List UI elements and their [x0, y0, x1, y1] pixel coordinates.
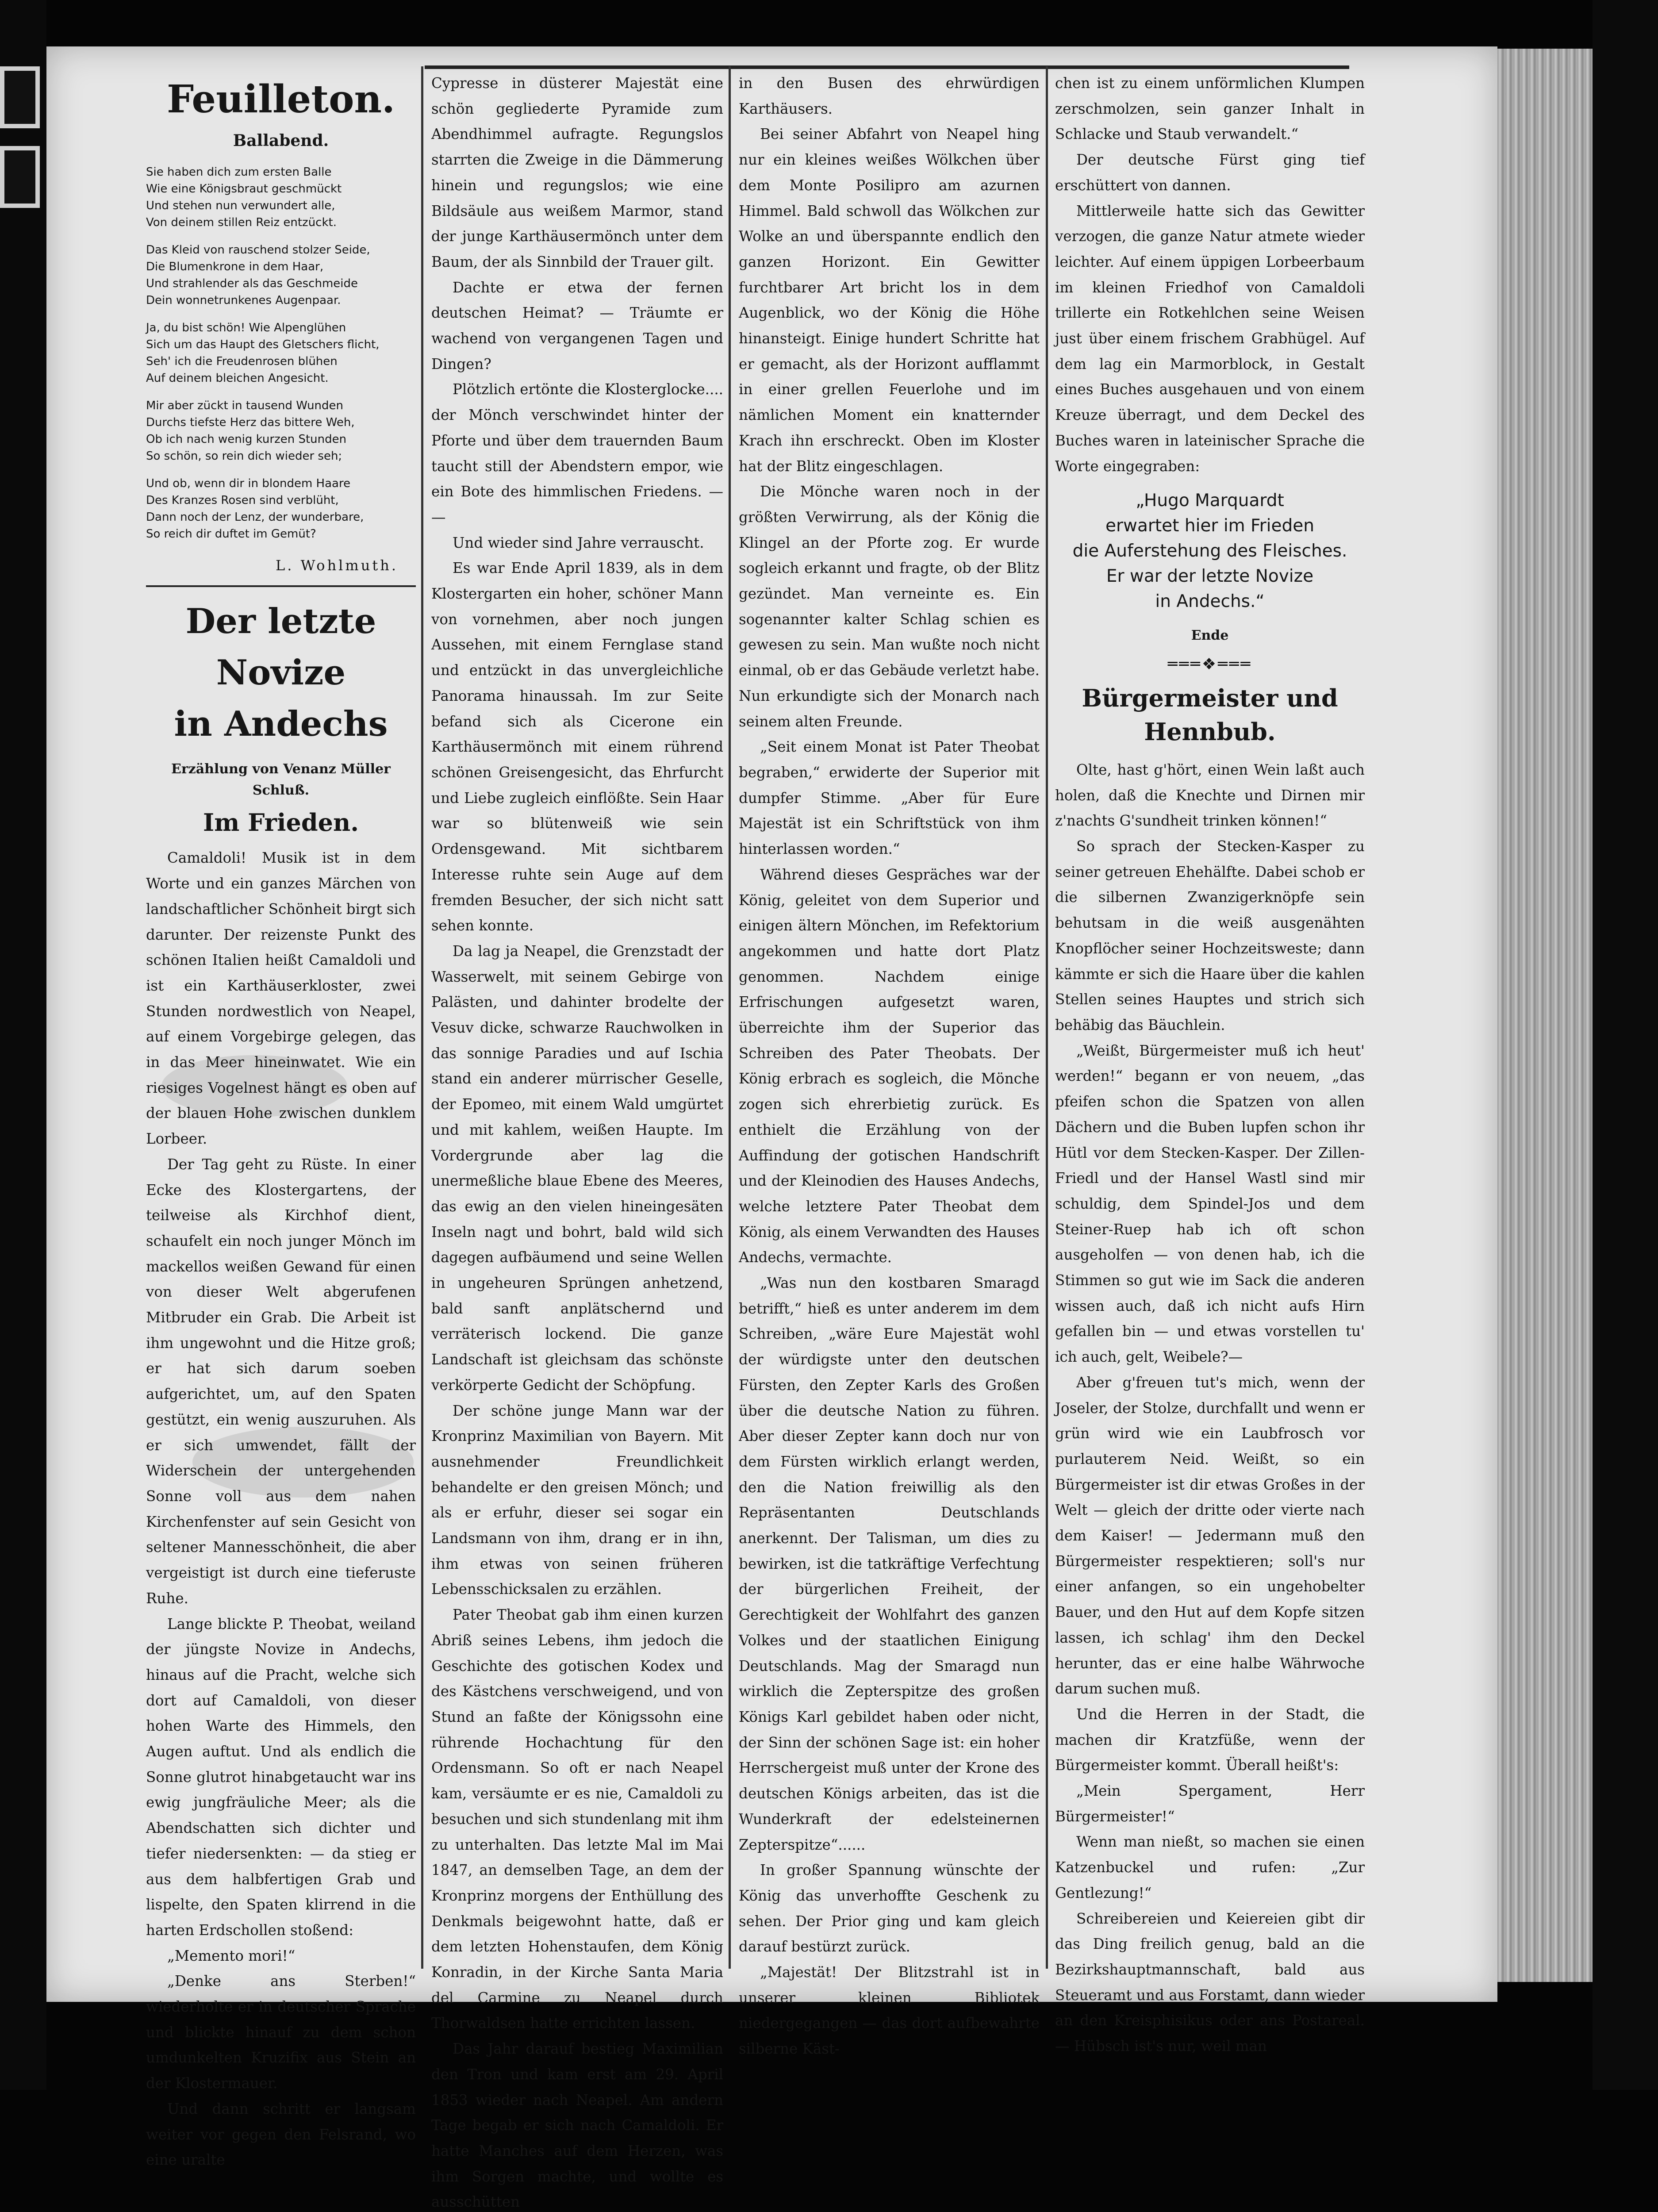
- poem-stanza: [146, 164, 416, 231]
- paragraph: in den Busen des ehrwürdigen Karthäusers.: [739, 75, 1040, 117]
- poem-line: Dann noch der Lenz, der wunderbare,: [146, 510, 364, 524]
- poem-line: Ob ich nach wenig kurzen Stunden: [146, 432, 347, 446]
- poem-title: Ballabend.: [233, 131, 329, 150]
- inscription: [1055, 488, 1365, 614]
- poem-line: Mir aber zückt in tausend Wunden: [146, 399, 344, 412]
- story-title-line: in Andechs: [174, 704, 388, 745]
- poem-line: Ja, du bist schön! Wie Alpenglühen: [146, 321, 346, 334]
- poem-stanza: [146, 242, 416, 309]
- paragraph: So sprach der Stecken-Kasper zu seiner getreuen Ehehälfte. Dabei schob er die silbernen Zwanzigerknöpfe sein behutsam in die weiß ausgenähten Knopflöcher seiner Hochzeitsweste; dann kämmte er sich die Haare über die kahlen Stellen seines Hauptes und strich sich behäbig das Bäuchlein.: [1055, 838, 1365, 1033]
- paragraph: „Denke ans Sterben!“ wiederholte er in deutscher Sprache und blickte hinauf zu dem schon umdunkelten Kruzifix aus Stein an der Klostermauer.: [146, 1973, 416, 2092]
- column-2: [431, 71, 723, 2211]
- paragraph: Cypresse in düsterer Majestät eine schön gegliederte Pyramide zum Abendhimmel aufragte. Regungslos starrten die Zweige in die Dämmerung hinein und regungslos; wie eine Bildsäule aus weißem Marmor, stand der junge Karthäusermönch unter dem Baum, der als Sinnbild der Trauer gilt.: [431, 75, 723, 270]
- film-strip-right: [1593, 0, 1658, 2090]
- poem: [146, 164, 416, 542]
- paragraph: chen ist zu einem unförmlichen Klumpen zerschmolzen, sein ganzer Inhalt in Schlacke und Staub verwandelt.“: [1055, 75, 1365, 143]
- story-title: [1055, 681, 1365, 749]
- column-rule: [1046, 66, 1048, 1969]
- paragraph: Wenn man nießt, so machen sie einen Katzenbuckel und rufen: „Zur Gentlezung!“: [1055, 1833, 1365, 1901]
- poem-line: Durchs tiefste Herz das bittere Weh,: [146, 415, 355, 429]
- poem-line: Sie haben dich zum ersten Balle: [146, 165, 332, 179]
- inscription-line: Er war der letzte Novize: [1106, 566, 1314, 587]
- film-strip-left: [0, 0, 46, 2090]
- film-sprocket: [0, 146, 40, 208]
- story-end-label: Ende: [1191, 628, 1229, 644]
- page-edge-stack: [1497, 49, 1593, 1982]
- paragraph: „Mein Spergament, Herr Bürgermeister!“: [1055, 1782, 1365, 1825]
- paragraph: Das Jahr darauf bestieg Maximilian den Tron und kam erst am 29. April 1853 wieder nach Neapel. Am andern Tage begab er sich nach Camaldoli. Er hatte Manches auf dem Herzen, was ihm Sorgen machte, und wollte es ausschütten: [431, 2040, 723, 2211]
- paragraph: Es war Ende April 1839, als in dem Klostergarten ein hoher, schöner Mann von vornehmen, aber noch jungen Aussehen, mit einem Fernglase stand und entzückt in das unvergleichliche Panorama hinaussah. Im zur Seite befand sich als Cicerone ein Karthäusermönch mit einem rührend schönen Greisengesicht, das Ehrfurcht und Liebe zugleich einflößte. Sein Haar war so blütenweiß wie sein Ordensgewand. Mit sichtbarem Interesse ruhte sein Auge auf dem fremden Besucher, der sich nicht satt sehen konnte.: [431, 560, 723, 934]
- paragraph: Die Mönche waren noch in der größten Verwirrung, als der König die Klingel an der Pforte zog. Er wurde sogleich erkannt und fragte, ob der Blitz gezündet. Man verneinte es. Ein sogenannter kalter Schlag schien es gewesen zu sein. Man wußte noch nicht einmal, ob er das Gebäude verletzt habe. Nun erkundigte sich der Monarch nach seinem alten Freunde.: [739, 483, 1040, 730]
- paragraph: Pater Theobat gab ihm einen kurzen Abriß seines Lebens, ihm jedoch die Geschichte des gotischen Kodex und des Kästchens verschweigend, und von Stund an faßte der Königssohn eine rührende Hochachtung für den Ordensmann. So oft er nach Neapel kam, versäumte er es nie, Camaldoli zu besuchen und sich stundenlang mit ihm zu unterhalten. Das letzte Mal im Mai 1847, an demselben Tage, an dem der Kronprinz morgens der Enthüllung des Denkmals beigewohnt hatte, daß er dem letzten Hohenstaufen, dem König Konradin, in der Kirche Santa Maria del Carmine zu Neapel durch Thorwaldsen hatte errichten lassen.: [431, 1606, 723, 2032]
- paragraph: Und die Herren in der Stadt, die machen dir Kratzfüße, wenn der Bürgermeister kommt. Überall heißt's:: [1055, 1705, 1365, 1774]
- poem-stanza: [146, 397, 416, 465]
- column-rule: [421, 66, 423, 1969]
- paragraph: In großer Spannung wünschte der König das unverhoffte Geschenk zu sehen. Der Prior ging und kam gleich darauf bestürzt zurück.: [739, 1862, 1040, 1955]
- story-title-line: Bürgermeister und: [1082, 684, 1338, 712]
- paragraph: Der Tag geht zu Rüste. In einer Ecke des Klostergartens, der teilweise als Kirchhof dient, schaufelt ein noch junger Mönch im mackellos weißen Gewand für einen von dieser Welt abgerufenen Mitbruder ein Grab. Die Arbeit ist ihm ungewohnt und die Hitze groß; er hat sich darum soeben aufgerichtet, um, auf den Spaten gestützt, ein wenig auszuruhen. Als er sich umwendet, fällt der Widerschein der untergehenden Sonne voll aus dem nahen Kirchenfenster auf sein Gesicht von seltener Mannesschönheit, die aber vergeistigt ist durch eine tieferuste Ruhe.: [146, 1156, 416, 1607]
- poem-line: Wie eine Königsbraut geschmückt: [146, 182, 342, 196]
- inscription-line: „Hugo Marquardt: [1136, 491, 1284, 511]
- inscription-line: die Auferstehung des Fleisches.: [1072, 541, 1347, 561]
- paragraph: Olte, hast g'hört, einen Wein laßt auch holen, daß die Knechte und Dirnen mir z'nachts G'sundheit trinken können!“: [1055, 761, 1365, 830]
- section-title: Im Frieden.: [203, 808, 359, 837]
- column-3: [739, 71, 1040, 2058]
- poem-line: Seh' ich die Freudenrosen blühen: [146, 354, 338, 368]
- column-1: [146, 71, 416, 2169]
- paragraph: Der schöne junge Mann war der Kronprinz Maximilian von Bayern. Mit ausnehmender Freundlichkeit behandelte er den greisen Mönch; und als er erfuhr, dieser sei sogar ein Landsmann von ihm, drang er in ihn, ihm etwas von seinen früheren Lebensschicksalen zu erzählen.: [431, 1402, 723, 1598]
- poem-stanza: [146, 475, 416, 542]
- paragraph: Lange blickte P. Theobat, weiland der jüngste Novize in Andechs, hinaus auf die Pracht, welche sich dort auf Camaldoli, von dieser hohen Warte des Himmels, den Augen auftut. Und als endlich die Sonne glutrot hinabgetaucht war ins ewig jungfräuliche Meer; als die Abendschatten sich dichter und tiefer niedersenkten: — da stieg er aus dem halbfertigen Grab und lispelte, den Spaten klirrend in die harten Erdschollen stoßend:: [146, 1615, 416, 1939]
- divider: [146, 585, 416, 587]
- story-byline: Erzählung von Venanz Müller: [171, 761, 391, 777]
- memento-line: „Memento mori!“: [167, 1947, 296, 1964]
- poem-line: Und ob, wenn dir in blondem Haare: [146, 476, 351, 490]
- poem-line: Dein wonnetrunkenes Augenpaar.: [146, 293, 341, 307]
- column-rule: [729, 66, 731, 1969]
- poem-line: Von deinem stillen Reiz entzückt.: [146, 215, 337, 229]
- poem-line: Das Kleid von rauschend stolzer Seide,: [146, 243, 370, 257]
- poem-line: Und stehen nun verwundert alle,: [146, 199, 335, 212]
- poem-line: So schön, so rein dich wieder seh;: [146, 449, 342, 463]
- poem-line: Die Blumenkrone in dem Haar,: [146, 260, 324, 273]
- paragraph: Dachte er etwa der fernen deutschen Heimat? — Träumte er wachend von vergangenen Tagen und Dingen?: [431, 279, 723, 373]
- poem-line: Des Kranzes Rosen sind verblüht,: [146, 493, 339, 507]
- inscription-line: in Andechs.“: [1155, 591, 1265, 612]
- inscription-line: erwartet hier im Frieden: [1105, 516, 1314, 536]
- paragraph: Der deutsche Fürst ging tief erschüttert von dannen.: [1055, 151, 1365, 194]
- poem-line: Und strahlender als das Geschmeide: [146, 276, 358, 290]
- paragraph: Und dann schritt er langsam weiter vor gegen den Felsrand, wo eine uralte: [146, 2100, 416, 2169]
- paragraph: Mittlerweile hatte sich das Gewitter verzogen, die ganze Natur atmete wieder leichter. Auf einem üppigen Lorbeerbaum im kleinen Friedhof von Camaldoli trillerte ein Rotkehlchen seine Weisen just über einem frischem Grabhügel. Auf dem lag ein Marmorblock, in Gestalt eines Buches ausgehauen und von einem Kreuze überragt, und dem Deckel des Buches waren in lateinischer Sprache die Worte eingegraben:: [1055, 202, 1365, 475]
- paragraph: Bei seiner Abfahrt von Neapel hing nur ein kleines weißes Wölkchen über dem Monte Posilipro am azurnen Himmel. Bald schwoll das Wölkchen zur Wolke an und überspannte endlich den ganzen Horizont. Ein Gewitter furchtbarer Art bricht los in dem Augenblick, wo der König die Höhe hinansteigt. Einige hundert Schritte hat er gemacht, als der Horizont aufflammt in einer grellen Feuerlohe und im nämlichen Moment ein knatternder Krach ihn erschreckt. Oben im Kloster hat der Blitz eingeschlagen.: [739, 126, 1040, 475]
- poem-line: Sich um das Haupt des Gletschers flicht,: [146, 338, 380, 351]
- poem-line: So reich dir duftet im Gemüt?: [146, 527, 316, 541]
- paragraph: Schreibereien und Keiereien gibt dir das Ding freilich genug, bald an die Bezirkshauptmannschaft, bald aus Steueramt und aus Forstamt, dann wieder an den Kreisphisikus oder ans Postareal. — Hübsch ist's nur, weil man: [1055, 1910, 1365, 2055]
- paragraph: „Was nun den kostbaren Smaragd betrifft,“ hieß es unter anderem im dem Schreiben, „wäre Eure Majestät wohl der würdigste unter den deutschen Fürsten, den Zepter Karls des Großen über die deutsche Nation zu führen. Aber dieser Zepter kann doch nur von dem Fürsten wirklich erlangt werden, den die Nation freiwillig als den Repräsentanten Deutschlands anerkennt. Der Talisman, um dies zu bewirken, ist die tatkräftige Verfechtung der bürgerlichen Freiheit, der Gerechtigkeit der Wohlfahrt des ganzen Volkes und der staatlichen Einigung Deutschlands. Mag der Smaragd nun wirklich die Zepterspitze des großen Königs Karl gebildet haben oder nicht, der Sinn der schönen Sage ist: ein hoher Herrschergeist muß unter der Krone des deutschen Königs arbeiten, das ist die Wunderkraft der edelsteinernen Zepterspitze“......: [739, 1275, 1040, 1853]
- story-title: [146, 596, 416, 750]
- paragraph: Plötzlich ertönte die Klosterglocke.... der Mönch verschwindet hinter der Pforte und über dem trauernden Baum taucht still der Abendstern empor, wie ein Bote des himmlischen Friedens. — —: [431, 381, 723, 526]
- paragraph: „Majestät! Der Blitzstrahl ist in unserer kleinen Bibliotek niedergegangen — das dort aufbewahrte silberne Käst-: [739, 1964, 1040, 2058]
- story-part-label: Schluß.: [252, 783, 310, 799]
- story-title-line: Hennbub.: [1144, 717, 1276, 746]
- paragraph: „Seit einem Monat ist Pater Theobat begraben,“ erwiderte der Superior mit dumpfer Stimme. „Aber für Eure Majestät ist ein Schriftstück von ihm hinterlassen worden.“: [739, 738, 1040, 858]
- feuilleton-heading: Feuilleton.: [167, 77, 395, 122]
- paragraph: Und wieder sind Jahre verrauscht.: [453, 534, 704, 551]
- paragraph: Während dieses Gespräches war der König, geleitet von dem Superior und einigen ältern Mönchen, im Refektorium angekommen und hatte dort Platz genommen. Nachdem einige Erfrischungen aufgesetzt waren, überreichte ihm der Superior das Schreiben des Pater Theobats. Der König erbrach es sogleich, die Mönche zogen sich ehrerbietig zurück. Es enthielt die Erzählung von der Auffindung der gotischen Handschrift und der Kleinodien des Hauses Andechs, welche letztere Pater Theobat dem König, als einem Verwandten des Hauses Andechs, vermachte.: [739, 866, 1040, 1266]
- paragraph: Aber g'freuen tut's mich, wenn der Joseler, der Stolze, durchfallt und wenn er grün wird wie ein Laubfrosch vor purlauterem Neid. Weißt, so ein Bürgermeister ist dir etwas Großes in der Welt — gleich der dritte oder vierte nach dem Kaiser! — Jedermann muß den Bürgermeister respektieren; soll's nur einer anfangen, so ein ungehobelter Bauer, und den Hut auf dem Kopfe sitzen lassen, ich schlag' ihm den Deckel herunter, das er eine halbe Währwoche darum suchen muß.: [1055, 1374, 1365, 1697]
- film-sprocket: [0, 66, 40, 128]
- top-rule: [425, 65, 1349, 69]
- poem-line: Auf deinem bleichen Angesicht.: [146, 371, 329, 385]
- paragraph: Da lag ja Neapel, die Grenzstadt der Wasserwelt, mit seinem Gebirge von Palästen, und dahinter brodelte der Vesuv dicke, schwarze Rauchwolken in das sonnige Paradies und auf Ischia stand ein anderer mürrischer Geselle, der Epomeo, mit einem Wald umgürtet und mit kahlem, weißen Haupte. Im Vordergrunde aber lag die unermeßliche blaue Ebene des Meeres, das ewig an den vielen hineingesäten Inseln nagt und bohrt, bald wild sich dagegen aufbäumend und seine Wellen in ungeheuren Sprüngen anhetzend, bald sanft anplätschernd und verräterisch lockend. Die ganze Landschaft ist gleichsam das schönste verkörperte Gedicht der Schöpfung.: [431, 942, 723, 1394]
- ornament-divider: ═══❖═══: [1167, 655, 1252, 673]
- poem-author: L. Wohlmuth.: [275, 557, 398, 574]
- paragraph: Camaldoli! Musik ist in dem Worte und ein ganzes Märchen von landschaftlicher Schönheit birgt sich darunter. Der reizenste Punkt des schönen Italien heißt Camaldoli und ist ein Karthäuserkloster, zwei Stunden nordwestlich von Neapel, auf einem Vorgebirge gelegen, das in das Meer hineinwatet. Wie ein riesiges Vogelnest hängt es oben auf der blauen Hohe zwischen dunklem Lorbeer.: [146, 849, 416, 1148]
- story-title-line: Der letzte Novize: [185, 601, 376, 693]
- paragraph: „Weißt, Bürgermeister muß ich heut' werden!“ begann er von neuem, „das pfeifen schon die Spatzen von allen Dächern und die Buben lupfen schon ihr Hütl vor dem Stecken-Kasper. Der Zillen-Friedl und der Hansel Wastl sind mir schuldig, dem Spindel-Jos und dem Steiner-Ruep hab ich oft schon ausgeholfen — von denen hab, ich die Stimmen so gut wie im Sack die anderen wissen auch, daß ich nicht aufs Hirn gefallen bin — und etwas vorstellen tu' ich auch, gelt, Weibele?—: [1055, 1042, 1365, 1366]
- column-4: [1055, 71, 1365, 2055]
- poem-stanza: [146, 319, 416, 387]
